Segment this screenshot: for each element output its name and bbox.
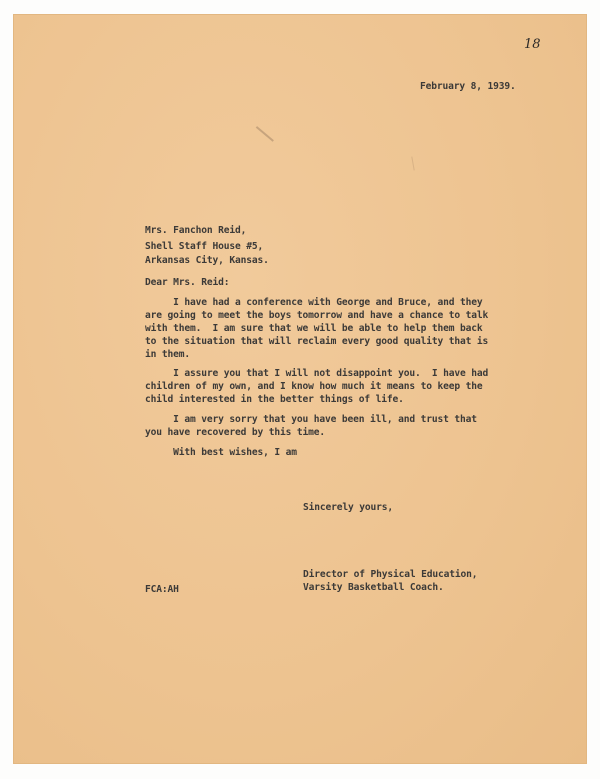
signer-title-line2: Varsity Basketball Coach. bbox=[303, 582, 444, 593]
body-line: with them. I am sure that we will be able to help them back bbox=[145, 323, 483, 334]
page-number: 18 bbox=[524, 37, 541, 52]
letter-page bbox=[14, 15, 586, 763]
recipient-address-line2: Arkansas City, Kansas. bbox=[145, 255, 269, 266]
complimentary-closing: Sincerely yours, bbox=[303, 502, 394, 513]
paper-blemish bbox=[256, 126, 274, 141]
body-line: are going to meet the boys tomorrow and have a chance to talk bbox=[145, 310, 489, 321]
paper-blemish bbox=[411, 157, 414, 171]
body-line: children of my own, and I know how much it means to keep the bbox=[145, 381, 483, 392]
typist-initials: FCA:AH bbox=[145, 584, 179, 595]
body-line: child interested in the better things of life. bbox=[145, 394, 404, 405]
letter-date: February 8, 1939. bbox=[420, 81, 516, 92]
body-line: I assure you that I will not disappoint you. I have had bbox=[145, 368, 489, 379]
body-line: With best wishes, I am bbox=[145, 447, 297, 458]
body-line: you have recovered by this time. bbox=[145, 427, 326, 438]
body-line: to the situation that will reclaim every good quality that is bbox=[145, 336, 489, 347]
recipient-address-line1: Shell Staff House #5, bbox=[145, 241, 264, 252]
body-line: I am very sorry that you have been ill, and trust that bbox=[145, 414, 477, 425]
body-line: in them. bbox=[145, 349, 191, 360]
recipient-name: Mrs. Fanchon Reid, bbox=[145, 225, 247, 236]
body-line: I have had a conference with George and Bruce, and they bbox=[145, 297, 483, 308]
salutation: Dear Mrs. Reid: bbox=[145, 277, 230, 288]
signer-title-line1: Director of Physical Education, bbox=[303, 569, 478, 580]
